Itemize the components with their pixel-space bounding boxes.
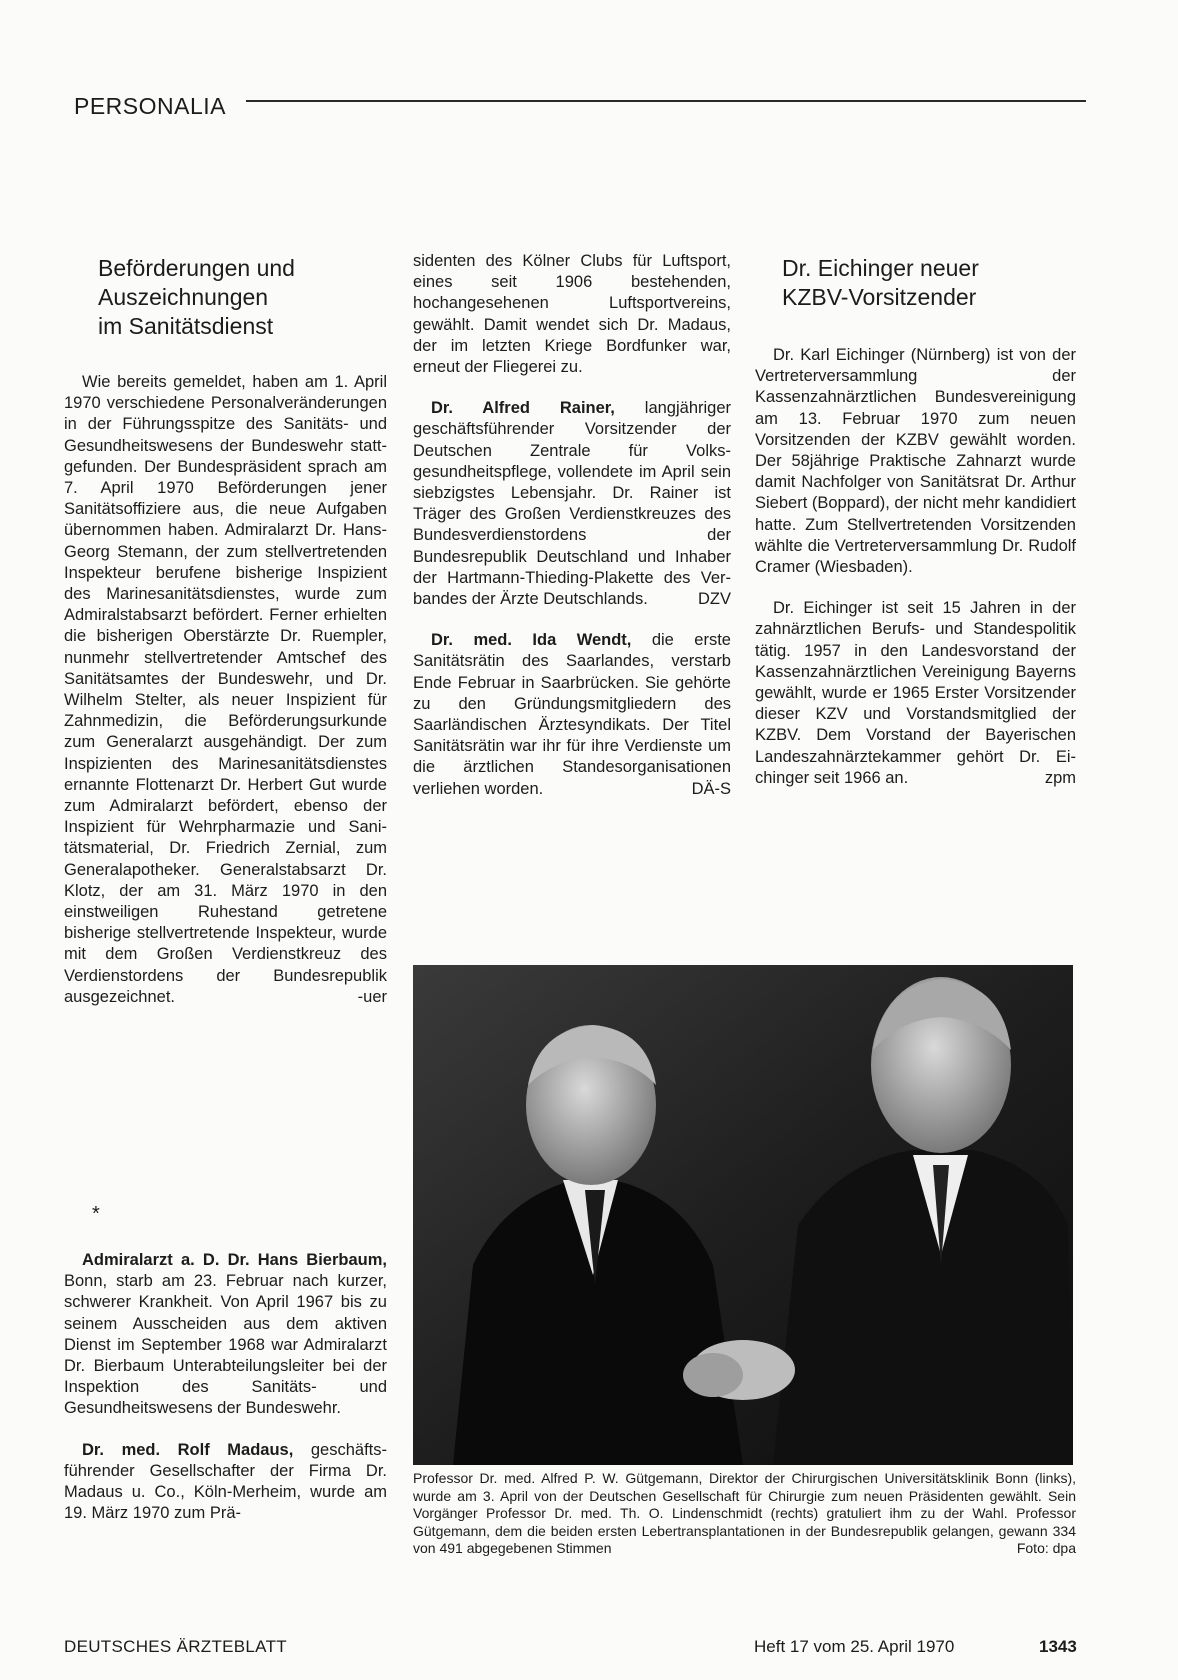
photo-credit: Foto: dpa [1016, 1540, 1076, 1556]
title-line: Auszeichnungen [98, 284, 269, 310]
paragraph [64, 1250, 387, 1420]
author-signature: -uer [357, 987, 387, 1006]
person-name: Dr. med. Rolf Madaus, [82, 1440, 294, 1459]
paragraph [64, 372, 387, 1008]
person-name: Dr. Alfred Rainer, [431, 399, 615, 418]
photo-caption [413, 1470, 1076, 1558]
paragraph-text: geschäftsführender Gesellschafter der Firma Dr. Madaus u. Co., Köln-Merheim, wurde am 19. März 1970 zum Prä- [64, 1440, 387, 1523]
column-2-text [413, 251, 731, 800]
paragraph-text: die erste Sanitätsrätin des Saarlandes, verstarb Ende Februar in Saarbrücken. Sie gehörte zu den Gründungsmitgliedern des Saarländischen Ärztesyndikats. Der Titel Sanitätsrätin war ihr für ihre Verdienste um die ärztlichen Standesorganisationen verliehen worden. [413, 631, 731, 798]
title-line: im Sanitätsdienst [98, 313, 274, 339]
caption-text: Professor Dr. med. Alfred P. W. Gütgemann, Direktor der Chirurgischen Universitätsklinik Bonn (links), wurde am 3. April von der Deutschen Gesellschaft für Chirurgie zum neuen Präsidenten gewählt. Sein Vorgänger Professor Dr. med. Th. O. Lindenschmidt (rechts) gratuliert ihm zu der Wahl. Professor Gütgemann, dem die beiden ersten Lebertransplantationen in der Bundesrepublik gelangen, gewann 334 von 491 abgegebenen Stimmen [413, 1470, 1076, 1556]
issue-info: Heft 17 vom 25. April 1970 [754, 1637, 955, 1656]
author-signature: zpm [1044, 768, 1076, 787]
section-label: PERSONALIA [74, 93, 226, 119]
column-1-notices [64, 1250, 387, 1524]
article-title-promotions [98, 254, 295, 341]
title-line: Beförderungen und [98, 255, 295, 281]
paragraph-text: Dr. Karl Eichinger (Nürnberg) ist von der Vertreterversammlung der Kassenzahnärztlichen Bundesvereinigung am 13. Februar 1970 zum neuen Vorsitzenden der KZBV gewählt worden. Der 58jährige Praktische Zahnarzt wurde damit Nachfolger von Sanitätsrat Dr. Arthur Siebert (Boppard), der nicht mehr kandidiert hatte. Zum Stellvertretenden Vorsitzenden wählte die Vertreterversammlung Dr. Rudolf Cramer (Wiesbaden). [755, 346, 1076, 577]
separator-star: * [92, 1203, 100, 1225]
header-rule [246, 100, 1086, 102]
paragraph-text: Wie bereits gemeldet, haben am 1. April 1970 verschiedene Personalveränderungen in der Führungsspitze des Sanitäts- und Gesundheitswesens der Bundeswehr stattgefunden. Der Bundespräsident sprach am 7. April 1970 Beförderungen jener Sanitätsoffiziere aus, die neue Aufgaben übernommen haben. Admiralarzt Dr. Hans-Georg Stemann, der zum stellvertretenden Inspekteur berufene bisherige Inspizient des Marinesanitätsdienstes, wurde zum Admiralstabsarzt befördert. Ferner erhielten die bisherigen Oberstärzte Dr. Ruempler, nunmehr stellvertretender Amtschef des Sanitätsamtes der Bundeswehr, und Dr. Wilhelm Stelter, als neuer Inspizient für Zahnmedizin, die Beförderungsurkunde zum Generalarzt ausgehändigt. Der zum Inspizienten des Marinesanitätsdienstes ernannte Flottenarzt Dr. Herbert Gut wurde zum Admiralarzt befördert, ebenso der Inspizient für Wehrpharmazie und Sanitätsmaterial, Dr. Friedrich Zernial, zum Generalapotheker. Generalstabsarzt Dr. Klotz, der am 31. März 1970 in den einstweiligen Ruhestand getretene bisherige stellvertretende Inspekteur, wurde mit dem Großen Verdienstkreuz des Verdienstordens der Bundesrepublik ausgezeichnet. [64, 373, 387, 1006]
title-line: KZBV-Vorsitzender [782, 284, 977, 310]
author-signature: DZV [698, 590, 731, 609]
paragraph-text: sidenten des Kölner Clubs für Luftsport, eines seit 1906 bestehenden, hochangesehenen Luftsportvereins, gewählt. Damit wendet sich Dr. Madaus, der im letzten Kriege Bordfunker war, erneut der Fliegerei zu. [413, 252, 731, 377]
article-title-eichinger [782, 254, 979, 312]
column-3-text [755, 345, 1076, 789]
paragraph [755, 598, 1076, 789]
column-1-text [64, 372, 387, 1008]
paragraph [755, 345, 1076, 578]
paragraph-text: Dr. Eichinger ist seit 15 Jahren in der zahnärztlichen Berufs- und Standespolitik tätig. 1957 in den Landesvorstand der Kassenzahnärztlichen Vereinigung Bayerns gewählt, wurde er 1965 Erster Vorsitzender dieser KZV und Vorstandsmitglied der KZBV. Dem Vorstand der Bayerischen Landeszahnärztekammer gehört Dr. Eichinger seit 1966 an. [755, 599, 1076, 787]
paragraph [413, 398, 731, 610]
photo-illustration [413, 965, 1073, 1465]
author-signature: DÄ-S [691, 779, 731, 798]
paragraph [413, 251, 731, 378]
paragraph [64, 1440, 387, 1525]
paragraph [413, 630, 731, 800]
title-line: Dr. Eichinger neuer [782, 255, 979, 281]
press-photo [413, 965, 1073, 1465]
paragraph-text: langjähriger geschäftsführender Vorsitzender der Deutschen Zentrale für Volksgesundheitspflege, vollendete im April sein siebzigstes Lebensjahr. Dr. Rainer ist Träger des Großen Verdienstkreuzes des Bundesverdienstordens der Bundesrepublik Deutschland und Inhaber der Hartmann-Thieding-Plakette des Verbandes der Ärzte Deutschlands. [413, 399, 732, 609]
person-name: Admiralarzt a. D. Dr. Hans Bierbaum, [82, 1251, 387, 1269]
journal-name: DEUTSCHES ÄRZTEBLATT [64, 1637, 287, 1656]
paragraph-text: Bonn, starb am 23. Februar nach kurzer, schwerer Krankheit. Von April 1967 bis zu seinem Ausscheiden aus dem aktiven Dienst im September 1968 war Admiralarzt Dr. Bierbaum Unterabteilungsleiter bei der Inspektion des Sanitäts- und Gesundheitswesens der Bundeswehr. [64, 1272, 387, 1418]
page-number: 1343 [1039, 1637, 1077, 1656]
person-name: Dr. med. Ida Wendt, [431, 631, 632, 650]
